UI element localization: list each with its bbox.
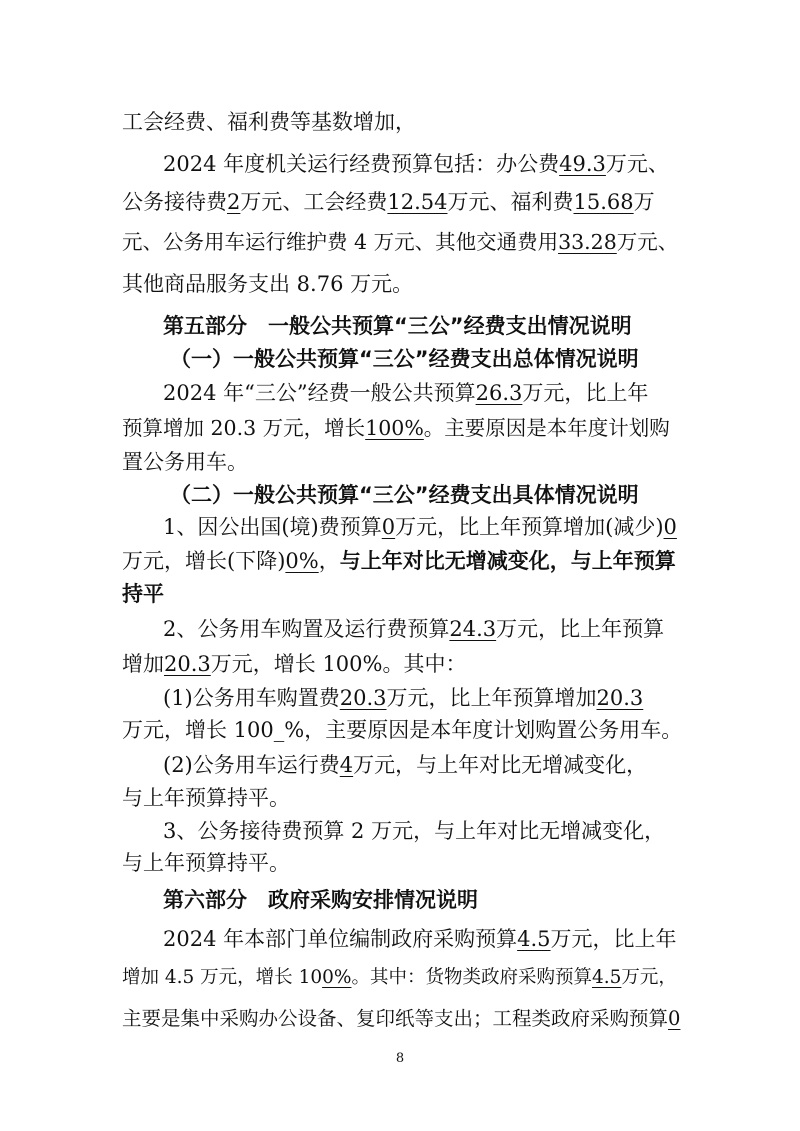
office-fee-value: 49.3 [559,152,606,176]
paragraph-line [122,784,682,812]
page-number: 8 [395,1051,405,1066]
paragraph-line [122,448,682,476]
text: 万元， [621,967,677,988]
text: 万元，比上年预算增加 [386,686,597,710]
paragraph-line [122,547,682,575]
text: (1)公务用车购置费 [163,686,340,710]
paragraph-line [122,849,682,877]
engineering-procurement-value: 0 [668,1007,681,1030]
text: 元、公务用车运行维护费 4 万元、其他交通费用 [122,230,559,254]
transport-fee-value: 33.28 [558,230,617,254]
text: 其他商品服务支出 8.76 万元。 [122,272,414,296]
text: 1、因公出国(境)费预算 [163,515,382,539]
text: 万 [633,190,655,214]
text: 万元，比上年预算 [496,617,665,641]
paragraph-line [122,650,682,678]
heading-text: （二）一般公共预算“三公”经费支出具体情况说明 [170,483,639,507]
text: 万元，比上年 [522,381,649,405]
paragraph-line [163,817,682,845]
paragraph-line [122,964,682,992]
vehicle-increase-value: 20.3 [164,652,211,676]
paragraph-line [122,716,682,744]
paragraph-line [122,1005,682,1033]
vehicle-purchase-increase-value: 20.3 [596,686,644,710]
three-public-total-value: 26.3 [475,381,523,405]
vehicle-fee-value: 24.3 [449,617,497,641]
paragraph-line [163,615,682,643]
text: 公务接待费 [122,190,227,214]
paragraph-line [163,684,682,712]
section-heading-6 [163,886,682,914]
text: 万元，增长(下降) [122,549,286,573]
text: 万元，比上年预算增加(减少) [395,515,664,539]
subsection-heading-5-1 [170,345,689,373]
union-fee-value: 12.54 [387,190,448,214]
heading-text: 第六部分 政府采购安排情况说明 [163,888,478,912]
text: 2024 年本部门单位编制政府采购预算 [163,927,518,951]
goods-procurement-value: 4.5 [591,967,622,988]
text: 万元，增长 100_%，主要原因是本年度计划购置公务用车。 [122,718,683,742]
paragraph-line [122,580,682,608]
reception-fee-value: 2 [227,190,241,214]
heading-text: （一）一般公共预算“三公”经费支出总体情况说明 [170,347,639,371]
paragraph-line [163,751,682,779]
text: 2024 年度机关运行经费预算包括：办公费 [163,152,560,176]
bold-text: 与上年对比无增减变化，与上年预算 [339,549,676,573]
text: 3、公务接待费预算 2 万元，与上年对比无增减变化， [163,819,666,843]
subsection-heading-5-2 [170,481,689,509]
procurement-rate-value: 0% [322,967,352,988]
bold-text: 持平 [122,582,164,606]
paragraph-line [163,513,682,541]
vehicle-purchase-value: 20.3 [339,686,387,710]
abroad-change-value: 0 [663,515,677,539]
text: 增加 [122,652,164,676]
paragraph-line [122,228,682,256]
abroad-rate-value: 0% [285,549,319,573]
text: 。其中：货物类政府采购预算 [351,967,592,988]
text: 万元，与上年对比无增减变化， [353,753,648,777]
text: ， [318,549,340,573]
text: 2、公务用车购置及运行费预算 [163,617,450,641]
heading-text: 第五部分 一般公共预算“三公”经费支出情况说明 [163,314,632,338]
text: 置公务用车。 [122,450,248,474]
paragraph-line [122,414,682,442]
text: 与上年预算持平。 [122,851,290,875]
text: 万元，比上年 [550,927,677,951]
text: 2024 年“三公”经费一般公共预算 [163,381,476,405]
paragraph-line [163,150,682,178]
text: 万元，增长 100%。其中： [210,652,467,676]
paragraph-line [122,270,682,298]
text: 与上年预算持平。 [122,786,290,810]
paragraph-line [163,379,682,407]
text: 增加 4.5 万元，增长 10 [122,967,323,988]
vehicle-operation-value: 4 [339,753,354,777]
text: 工会经费、福利费等基数增加， [122,110,416,134]
paragraph-line [163,925,682,953]
abroad-fee-value: 0 [381,515,396,539]
paragraph-line [122,108,682,136]
procurement-total-value: 4.5 [517,927,551,951]
text: 万元、工会经费 [240,190,388,214]
paragraph-line [122,188,682,216]
text: 万元、 [616,230,679,254]
text: 。主要原因是本年度计划购 [423,416,670,440]
text: (2)公务用车运行费 [163,753,340,777]
section-heading-5 [163,312,682,340]
welfare-fee-value: 15.68 [573,190,634,214]
growth-rate-value: 100% [365,416,424,440]
text: 主要是集中采购办公设备、复印纸等支出；工程类政府采购预算 [122,1007,669,1030]
text: 预算增加 20.3 万元，增长 [122,416,366,440]
text: 万元、福利费 [447,190,574,214]
text: 万元、 [605,152,669,176]
